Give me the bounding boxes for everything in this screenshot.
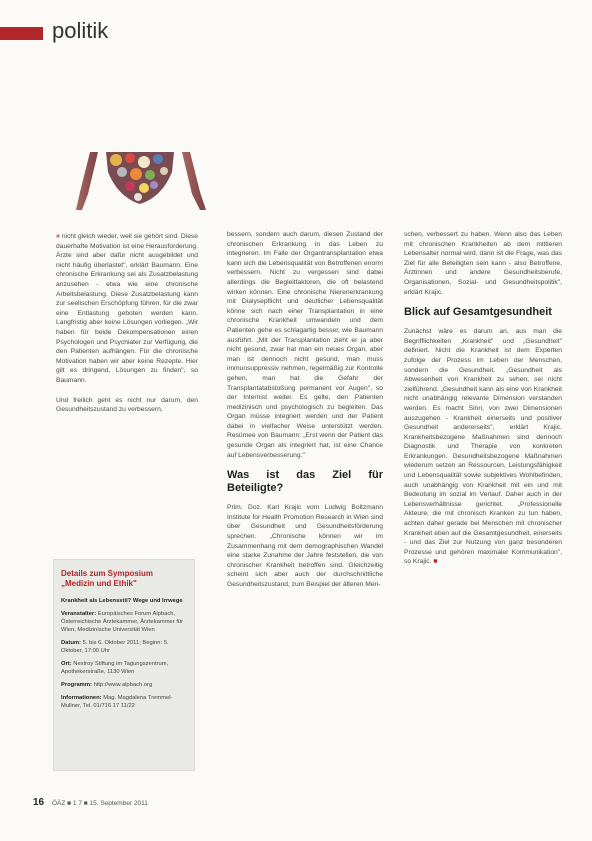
footer-line: ÖÄZ ■ 1 7 ■ 15. September 2011 [52, 800, 148, 807]
box-title: Details zum Symposium „Medizin und Ethik" [61, 569, 154, 588]
box-item: Veranstalter: Europäisches Forum Alpbach, Österreichische Ärztekammer, Ärztekammer für Wien, Medizinische Universität Wien [61, 611, 184, 633]
section-color-bar [0, 27, 43, 40]
article-column-1 [56, 232, 198, 424]
col3-subheading: Blick auf Gesamtgesundheit [404, 306, 552, 319]
article-column-2 [227, 230, 383, 599]
continuation-marker: » [56, 233, 62, 240]
article-column-3 [404, 230, 562, 576]
box-item: Informationen: Mag. Magdalena Tremmel-Mullner, Tel. 01/716 17 11/22 [61, 695, 173, 709]
box-item: Datum: 5. bis 6. Oktober 2011; Beginn: 5. Oktober, 17:00 Uhr [61, 640, 169, 654]
end-marker: ■ [433, 558, 438, 566]
symposium-info-box [53, 559, 195, 771]
col1-paragraph-2: Und freilich geht es nicht nur darum, den Gesundheitszustand zu verbessern, [56, 396, 198, 414]
col3-paragraph-1: schen, verbessert zu haben. Wenn also das Leben mit chronischen Krankheiten ab dem mittleren Lebensalter normal wird, dann ist die Frage, was das Ziel für alle Beteiligten sein kann - also Betroffene, Ärztinnen und andere Gesundheitsberufe, Organisationen, Sozial- und Gesundheitspolitik", erklärt Krajic. [404, 231, 562, 296]
box-item: Ort: Nestroy Stiftung im Tagungszentrum, Apothekerstraße, 1130 Wien [61, 661, 169, 675]
box-item: Programm: http://www.alpbach.org [61, 682, 153, 688]
col2-subheading: Was ist das Ziel für Beteiligte? [227, 469, 383, 495]
section-title: politik [52, 18, 109, 43]
illustration-image [72, 152, 212, 210]
col1-paragraph-1: nicht gleich wieder, weil sie gehört sind. Diese dauerhafte Motivation ist eine Herausforderung. Ärzte sind aber dafür nicht ausgebildet und nicht häufig überlastet", erklärt Baumann. Eine chronische Erkrankung sei als Zusatzbelastung anzusehen - etwa wie eine chronische Arbeitsbelastung. Diese Zusatzbelastung kann zur seelischen Erschöpfung führen, für die zwar eine Entlastung geboten werden kann. Langfristig aber keine Lösungen vorliegen. „Wir haben für beide Dekompensationen einen Psychologen und Psychiater zur Verfügung, die den Patienten aufhängen. Für die chronische Motivation haben wir aber keine Rezepte. Hier gilt es dringend, Lösungen zu finden", so Baumann. [56, 233, 198, 384]
col3-paragraph-2: Zunächst wäre es darum an, aus man die Begrifflichkeiten „Krankheit" und „Gesundheit" definiert. Nicht die Krankheit ist dem Experten zufolge der Prozess im Leben der Menschen, sondern die Gesundheit. „Gesundheit als Abwesenheit von Krankheit zu sehen, sei nicht zielführend. „Gesundheit kann als eine von Krankheit nicht unabhängig relevante Dimension verstanden werden. Es macht Sinn, von zwei Dimensionen auszugehen - Krankheit einerseits und positiver Gesundheit andererseits", erklärt Krajic. Krankheitsbezogene Maßnahmen sind dennoch Diagnostik und Therapie von konkreten Erkrankungen. Gesundheitsbezogene Maßnahmen wiederum setzen an Ressourcen, Leistungsfähigkeit und Lebensqualität sowie subjektives Wohlbefinden, auch unabhängig von Krankheit mit ein und mit Bedeutung im sozial im Verlauf. Daher auch in der Lebensverhältnisse gerichtet. „Professionelle Akteure, die mit chronisch Kranken zu tun haben, achten daher gerade bei Menschen mit chronischer Krankheit eben auf die Gesamtgesundheit, einerseits - und das Ziel zur Nutzung von ganz besonderen Prozesse und gehören maximaler Kommunikation", so Krajic. [404, 328, 562, 566]
box-item: Krankheit als Lebensstil? Wege und Irrwege [61, 598, 183, 604]
col2-paragraph-2: Prim. Doz. Karl Krajic vom Ludwig Boltzmann Institute for Health Promotion Research in Wien sind über Gesundheit und Gesundheitsförderung sprechen. „Chronische können wir im Zusammenhang mit dem demographischen Wandel eine starke Zunahme der Jahre feststellen, die von chronischer Krankheit betroffen sind. Gleichzeitig scheint sich aber auch der durchschnittliche Gesundheitszustand, zum Beispiel der älteren Men- [227, 504, 383, 588]
page-number: 16 [33, 797, 45, 808]
col2-paragraph-1: bessern, sondern auch darum, diesen Zustand der chronischen Erkrankung in das Leben zu integrieren. Im Falle der Organtransplantation etwa kann sich die Lebensqualität von Betroffenen enorm verbessern. Nicht zu vergessen sind dabei allerdings die Begleitfaktoren, die oft belastend wirken können. Eine chronische Nierenerkrankung mit Dialysepflicht und deutlicher Lebensqualität könne sich nach einer Transplantation in eine chronische Krankheit umwandeln und dem Patienten gehe es schlagartig besser, wie Baumann ausführt. „Mit der Transplantation zieht er ja aber nicht gesund, zwar hat man ein neues Organ, aber man ist dennoch nicht gesund, man muss immunsuppressiv nehmen, regelmäßig zur Kontrolle gehen, man hat die Gefahr der Transplantatabstoßung permanent vor Augen", so der Internist weiter. Es gelte, den Patienten medizinisch und psychologisch zu begleiten. Das Organ müsse integriert werden und der Patient dabei in vielfacher Weise unterstützt werden. Resümee von Baumann: „Erst wenn der Patient das gesunde Organ als integriert hat, ist eine Chance auf Lebensverbesserung." [227, 231, 383, 459]
